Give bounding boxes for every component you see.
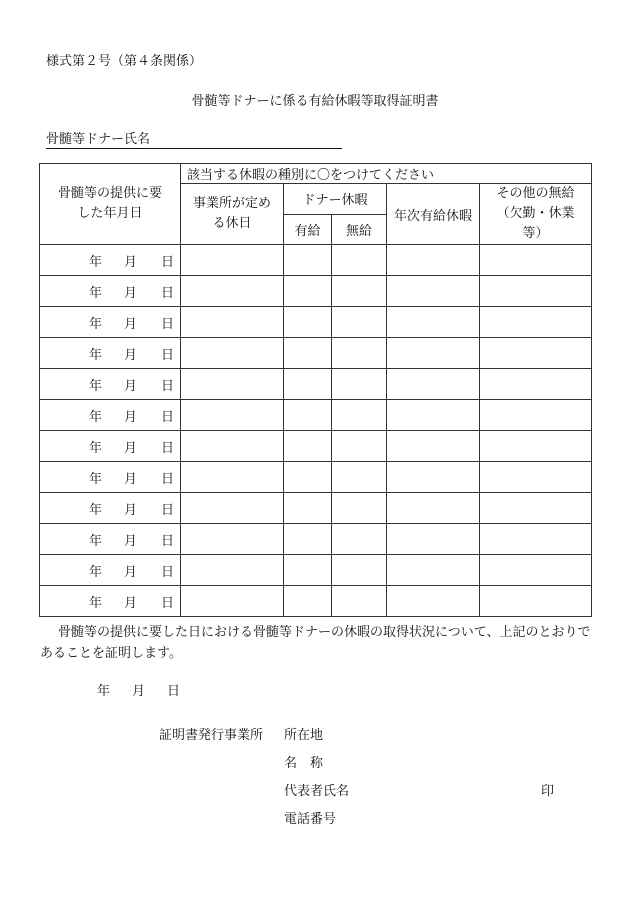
annual-leave-cell[interactable]: [387, 524, 480, 555]
date-day: 日: [160, 347, 174, 363]
header-date: 骨髄等の提供に要した年月日: [40, 164, 181, 245]
date-month: 月: [123, 409, 137, 425]
date-day: 日: [160, 316, 174, 332]
donor-unpaid-cell[interactable]: [332, 400, 387, 431]
date-cell[interactable]: [40, 493, 181, 524]
table-row: [40, 555, 592, 586]
date-day: 日: [160, 471, 174, 487]
donor-name-field[interactable]: [46, 128, 342, 149]
donor-unpaid-cell[interactable]: [332, 524, 387, 555]
date-cell[interactable]: [40, 276, 181, 307]
date-month: 月: [123, 533, 137, 549]
other-unpaid-cell[interactable]: [480, 400, 592, 431]
company-holiday-cell[interactable]: [181, 555, 284, 586]
donor-paid-cell[interactable]: [284, 307, 332, 338]
issue-date-year: 年: [97, 684, 111, 699]
representative-name-label: 代表者氏名: [284, 784, 350, 799]
company-holiday-cell[interactable]: [181, 245, 284, 276]
donor-paid-cell[interactable]: [284, 338, 332, 369]
table-row: [40, 276, 592, 307]
date-cell[interactable]: [40, 524, 181, 555]
table-row: [40, 245, 592, 276]
other-unpaid-cell[interactable]: [480, 462, 592, 493]
annual-leave-cell[interactable]: [387, 276, 480, 307]
date-day: 日: [160, 409, 174, 425]
donor-paid-cell[interactable]: [284, 245, 332, 276]
date-year: 年: [88, 409, 102, 425]
company-holiday-cell[interactable]: [181, 369, 284, 400]
annual-leave-cell[interactable]: [387, 369, 480, 400]
table-row: [40, 400, 592, 431]
donor-unpaid-cell[interactable]: [332, 586, 387, 617]
date-month: 月: [123, 564, 137, 580]
date-month: 月: [123, 285, 137, 301]
date-year: 年: [88, 347, 102, 363]
date-day: 日: [160, 285, 174, 301]
date-year: 年: [88, 316, 102, 332]
donor-unpaid-cell[interactable]: [332, 462, 387, 493]
issuer-label: 証明書発行事業所: [159, 728, 264, 743]
other-unpaid-cell[interactable]: [480, 493, 592, 524]
date-cell[interactable]: [40, 245, 181, 276]
date-month: 月: [123, 347, 137, 363]
donor-unpaid-cell[interactable]: [332, 245, 387, 276]
leave-table: [39, 163, 592, 617]
company-holiday-cell[interactable]: [181, 400, 284, 431]
header-company-holiday: 事業所が定める休日: [181, 184, 284, 245]
date-day: 日: [160, 502, 174, 518]
issue-date-day: 日: [167, 684, 181, 699]
company-holiday-cell[interactable]: [181, 276, 284, 307]
company-name-label: 名 称: [284, 756, 324, 771]
form-number: 様式第２号（第４条関係）: [46, 54, 203, 69]
date-cell[interactable]: [40, 555, 181, 586]
donor-paid-cell[interactable]: [284, 431, 332, 462]
company-holiday-cell[interactable]: [181, 493, 284, 524]
date-month: 月: [123, 254, 137, 270]
annual-leave-cell[interactable]: [387, 493, 480, 524]
date-year: 年: [88, 564, 102, 580]
document-title: 骨髄等ドナーに係る有給休暇等取得証明書: [191, 94, 439, 109]
company-holiday-cell[interactable]: [181, 462, 284, 493]
company-holiday-cell[interactable]: [181, 307, 284, 338]
table-row: [40, 493, 592, 524]
date-cell[interactable]: [40, 369, 181, 400]
donor-paid-cell[interactable]: [284, 555, 332, 586]
annual-leave-cell[interactable]: [387, 555, 480, 586]
date-cell[interactable]: [40, 338, 181, 369]
date-day: 日: [160, 595, 174, 611]
date-year: 年: [88, 378, 102, 394]
other-unpaid-cell[interactable]: [480, 524, 592, 555]
date-cell[interactable]: [40, 462, 181, 493]
address-label: 所在地: [284, 728, 324, 743]
donor-unpaid-cell[interactable]: [332, 493, 387, 524]
date-year: 年: [88, 254, 102, 270]
header-paid: 有給: [284, 214, 332, 245]
donor-paid-cell[interactable]: [284, 400, 332, 431]
date-cell[interactable]: [40, 400, 181, 431]
donor-paid-cell[interactable]: [284, 462, 332, 493]
date-month: 月: [123, 471, 137, 487]
date-year: 年: [88, 440, 102, 456]
table-row: [40, 462, 592, 493]
header-unpaid: 無給: [332, 214, 387, 245]
header-annual-paid-leave: 年次有給休暇: [387, 184, 480, 245]
date-year: 年: [88, 471, 102, 487]
phone-number-label: 電話番号: [284, 812, 337, 827]
company-holiday-cell[interactable]: [181, 338, 284, 369]
table-row: [40, 586, 592, 617]
date-month: 月: [123, 316, 137, 332]
header-other-unpaid: その他の無給（欠勤・休業等）: [480, 184, 592, 245]
date-day: 日: [160, 378, 174, 394]
donor-name-label: 骨髄等ドナー氏名: [46, 132, 151, 147]
date-cell[interactable]: [40, 307, 181, 338]
annual-leave-cell[interactable]: [387, 307, 480, 338]
other-unpaid-cell[interactable]: [480, 307, 592, 338]
donor-unpaid-cell[interactable]: [332, 431, 387, 462]
donor-unpaid-cell[interactable]: [332, 307, 387, 338]
donor-unpaid-cell[interactable]: [332, 555, 387, 586]
date-year: 年: [88, 533, 102, 549]
annual-leave-cell[interactable]: [387, 338, 480, 369]
issue-date-month: 月: [132, 684, 146, 699]
certification-statement: 骨髄等の提供に要した日における骨髄等ドナーの休暇の取得状況について、上記のとおりであることを証明します。: [40, 625, 591, 661]
table-row: [40, 369, 592, 400]
annual-leave-cell[interactable]: [387, 245, 480, 276]
donor-paid-cell[interactable]: [284, 276, 332, 307]
donor-paid-cell[interactable]: [284, 586, 332, 617]
donor-unpaid-cell[interactable]: [332, 369, 387, 400]
donor-paid-cell[interactable]: [284, 493, 332, 524]
annual-leave-cell[interactable]: [387, 586, 480, 617]
date-day: 日: [160, 440, 174, 456]
annual-leave-cell[interactable]: [387, 431, 480, 462]
date-month: 月: [123, 595, 137, 611]
date-day: 日: [160, 254, 174, 270]
date-year: 年: [88, 502, 102, 518]
company-holiday-cell[interactable]: [181, 431, 284, 462]
date-day: 日: [160, 533, 174, 549]
table-row: [40, 307, 592, 338]
table-row: [40, 524, 592, 555]
other-unpaid-cell[interactable]: [480, 431, 592, 462]
header-leave-type-instruction: 該当する休暇の種別に〇をつけてください: [181, 164, 592, 184]
date-month: 月: [123, 502, 137, 518]
annual-leave-cell[interactable]: [387, 462, 480, 493]
other-unpaid-cell[interactable]: [480, 586, 592, 617]
issue-date[interactable]: [97, 680, 180, 699]
date-cell[interactable]: [40, 586, 181, 617]
table-row: [40, 431, 592, 462]
other-unpaid-cell[interactable]: [480, 555, 592, 586]
date-year: 年: [88, 595, 102, 611]
other-unpaid-cell[interactable]: [480, 276, 592, 307]
annual-leave-cell[interactable]: [387, 400, 480, 431]
donor-paid-cell[interactable]: [284, 524, 332, 555]
other-unpaid-cell[interactable]: [480, 369, 592, 400]
date-cell[interactable]: [40, 431, 181, 462]
other-unpaid-cell[interactable]: [480, 338, 592, 369]
donor-paid-cell[interactable]: [284, 369, 332, 400]
date-month: 月: [123, 440, 137, 456]
donor-unpaid-cell[interactable]: [332, 276, 387, 307]
seal-mark: 印: [541, 784, 555, 799]
other-unpaid-cell[interactable]: [480, 245, 592, 276]
company-holiday-cell[interactable]: [181, 524, 284, 555]
donor-unpaid-cell[interactable]: [332, 338, 387, 369]
header-donor-leave: ドナー休暇: [284, 184, 387, 215]
table-row: [40, 338, 592, 369]
date-year: 年: [88, 285, 102, 301]
date-day: 日: [160, 564, 174, 580]
date-month: 月: [123, 378, 137, 394]
company-holiday-cell[interactable]: [181, 586, 284, 617]
